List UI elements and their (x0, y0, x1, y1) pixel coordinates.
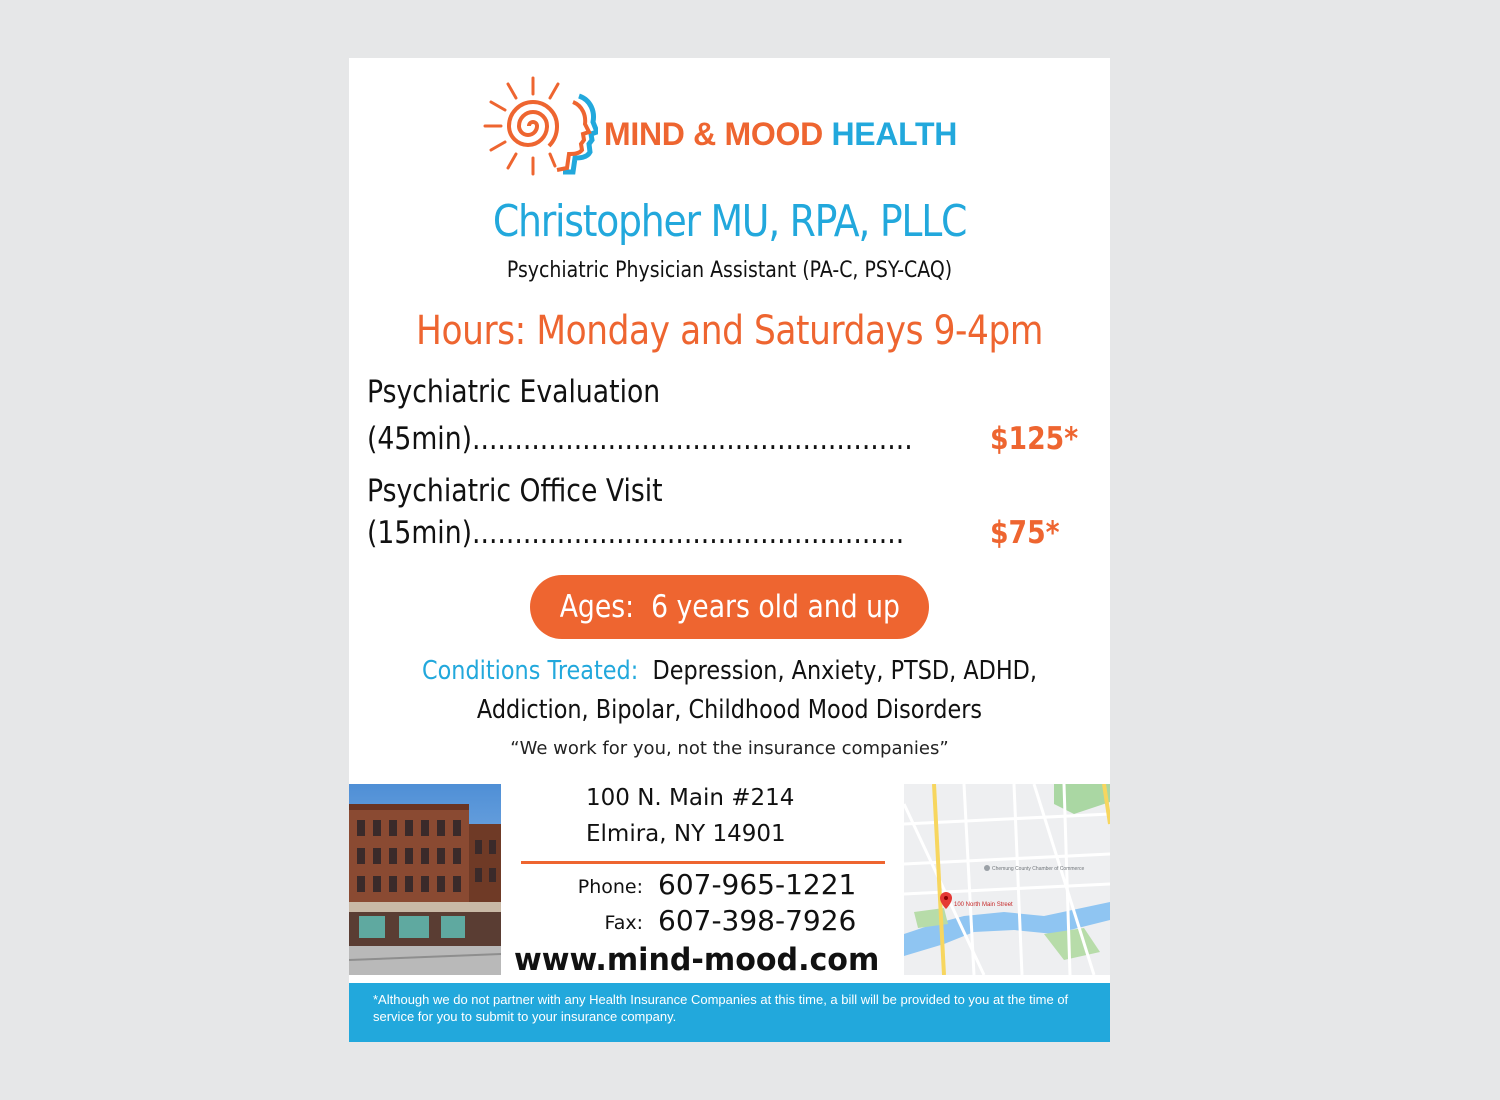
service-name: Psychiatric Office Visit (367, 473, 663, 509)
logo (483, 76, 1003, 188)
divider (521, 861, 885, 864)
brand-name (604, 116, 957, 153)
service-name: Psychiatric Evaluation (367, 374, 661, 410)
website-link[interactable]: www.mind-mood.com (514, 942, 880, 978)
phone-number[interactable]: 607-965-1221 (658, 868, 857, 901)
tagline-quote: “We work for you, not the insurance companies” (510, 738, 949, 759)
disclaimer-text: *Although we do not partner with any Health Insurance Companies at this time, a bill will be provided to you at the time of service for you to submit to your insurance company. (373, 992, 1069, 1024)
fax-label: Fax: (604, 912, 643, 934)
conditions-label: Conditions Treated: (422, 656, 639, 686)
flyer (349, 58, 1110, 1042)
provider-title: Psychiatric Physician Assistant (PA-C, PSY-CAQ) (506, 258, 953, 283)
conditions-line-2: Addiction, Bipolar, Childhood Mood Disorders (476, 695, 983, 725)
service-price: $125* (990, 421, 1079, 457)
ages-badge (530, 575, 929, 639)
brand-part-2: HEALTH (831, 116, 958, 152)
service-detail: (45min).................................................... (367, 421, 913, 457)
disclaimer-bar (349, 983, 1110, 1042)
service-detail: (15min)................................................... (367, 515, 905, 551)
conditions-line-1 (402, 656, 1056, 686)
conditions-text: Depression, Anxiety, PTSD, ADHD, (638, 656, 1037, 686)
location-map (904, 784, 1110, 975)
hours: Hours: Monday and Saturdays 9-4pm (416, 308, 1043, 354)
ages-text: Ages: 6 years old and up (559, 589, 900, 625)
address-line-2: Elmira, NY 14901 (586, 821, 786, 847)
provider-name: Christopher MU, RPA, PLLC (492, 196, 967, 247)
phone-label: Phone: (577, 876, 643, 898)
building-photo (349, 784, 501, 975)
fax-number: 607-398-7926 (658, 904, 857, 937)
address-line-1: 100 N. Main #214 (586, 785, 795, 811)
sun-head-logo-icon (483, 76, 598, 186)
brand-part-1: MIND & MOOD (604, 116, 823, 152)
map-pin-label: 100 North Main Street (954, 902, 1013, 908)
service-price: $75* (990, 515, 1060, 551)
map-place-label: Chemung County Chamber of Commerce (992, 866, 1085, 872)
